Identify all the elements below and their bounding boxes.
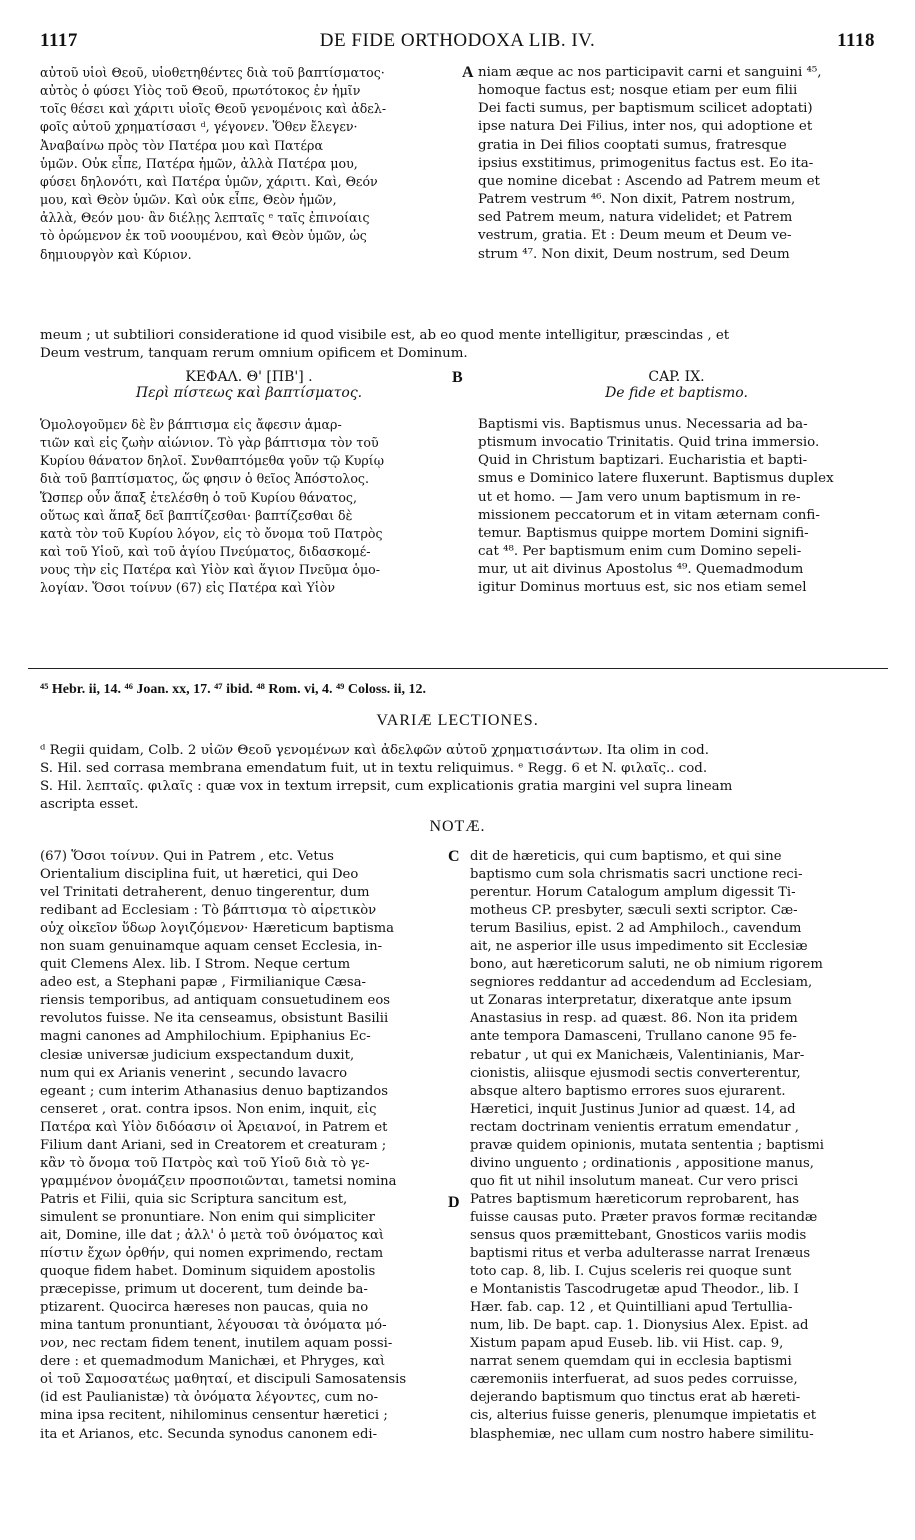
latin-text-line: vestrum, gratia. Et : Deum meum et Deum ve- xyxy=(478,228,792,244)
note-line: absque altero baptismo errores suos ejurarent. xyxy=(470,1083,786,1099)
greek-text-line: οὕτως καὶ ἅπαξ δεῖ βαπτίζεσθαι· βαπτίζεσθαι δὲ xyxy=(40,507,353,523)
greek-text-line: αὐτοῦ υἱοὶ Θεοῦ, υἱοθετηθέντες διὰ τοῦ βαπτίσματος· xyxy=(40,65,385,80)
note-line: Xistum papam apud Euseb. lib. vii Hist. cap. 9, xyxy=(470,1336,784,1352)
notae-heading: NOTÆ. xyxy=(429,818,486,835)
note-line: narrat senem quemdam qui in ecclesia baptismi xyxy=(470,1354,792,1370)
latin-text-line: temur. Baptismus quippe mortem Domini signifi- xyxy=(478,525,809,541)
note-line: Filium dant Ariani, sed in Creatorem et creaturam ; xyxy=(40,1137,387,1153)
running-title: DE FIDE ORTHODOXA LIB. IV. xyxy=(319,30,596,51)
note-line: segniores reddantur ad accedendum ad Ecclesiam, xyxy=(470,975,813,991)
note-line: κἂν τὸ ὄνομα τοῦ Πατρὸς καὶ τοῦ Υἱοῦ διὰ τὸ γε- xyxy=(40,1155,370,1171)
note-line: πίστιν ἔχων ὀρθήν, qui nomen exprimendo, rectam xyxy=(40,1246,384,1262)
variant-reading-line: ᵈ Regii quidam, Colb. 2 υἱῶν Θεοῦ γενομένων καὶ ἀδελφῶν αὐτοῦ χρηματισάντων. Ita olim in cod. xyxy=(40,743,709,758)
note-line: οὐχ οἰκεῖον ὕδωρ λογιζόμενον· Hæreticum baptisma xyxy=(40,921,394,937)
note-line: ut Zonaras interpretatur, dixeratque ante ipsum xyxy=(470,993,792,1009)
greek-text-line: Ὁμολογοῦμεν δὲ ἓν βάπτισμα εἰς ἄφεσιν ἁμαρ- xyxy=(40,417,342,432)
note-line: blasphemiæ, nec ullam cum nostro habere similitu- xyxy=(470,1426,814,1442)
latin-text-line: strum ⁴⁷. Non dixit, Deum nostrum, sed Deum xyxy=(478,246,790,262)
latin-text-line: niam æque ac nos participavit carni et sanguini ⁴⁵, xyxy=(478,65,822,80)
greek-text-line: Ἀναβαίνω πρὸς τὸν Πατέρα μου καὶ Πατέρα xyxy=(40,137,323,153)
note-line: (id est Paulianistæ) τὰ ὀνόματα λέγοντες, cum no- xyxy=(40,1390,379,1406)
greek-text-line: Ὥσπερ οὖν ἅπαξ ἐτελέσθη ὁ τοῦ Κυρίου θάνατος, xyxy=(40,489,357,505)
note-line: sensus quos præmittebant, Gnosticos variis modis xyxy=(470,1227,807,1243)
column-marker-a: A xyxy=(462,64,474,81)
note-line: toto cap. 8, lib. I. Cujus sceleris rei quoque sunt xyxy=(470,1264,792,1280)
chapter-heading-greek xyxy=(40,369,458,401)
note-line: cionistis, aliisque ejusmodi sectis converterentur, xyxy=(470,1065,801,1081)
greek-text-column-top xyxy=(40,64,458,264)
greek-text-line: φύσει δηλονότι, καὶ Πατέρα ὑμῶν, χάριτι. Καὶ, Θεόν xyxy=(40,173,378,189)
variae-lectiones-heading: VARIÆ LECTIONES. xyxy=(376,712,539,729)
greek-text-line: ὑμῶν. Οὐκ εἶπε, Πατέρα ἡμῶν, ἀλλὰ Πατέρα μου, xyxy=(40,155,358,171)
greek-text-line: δημιουργὸν καὶ Κύριον. xyxy=(40,246,192,262)
column-marker-c: C xyxy=(448,848,460,865)
latin-text-line: meum ; ut subtiliori consideratione id quod visibile est, ab eo quod mente intelligitur, præscindas , et xyxy=(40,328,730,343)
note-line: motheus CP. presbyter, sæculi sexti scriptor. Cæ- xyxy=(470,903,798,919)
greek-text-line: διὰ τοῦ βαπτίσματος, ὥς φησιν ὁ θεῖος Ἀπόστολος. xyxy=(40,471,369,487)
latin-text-line: ut et homo. — Jam vero unum baptismum in re- xyxy=(478,489,801,505)
note-line: censeret , orat. contra ipsos. Non enim, inquit, εἰς xyxy=(40,1101,377,1117)
latin-text-line: homoque factus est; nosque etiam per eum filii xyxy=(478,83,798,99)
note-line: e Montanistis Tascodrugetæ apud Theodor., lib. I xyxy=(470,1282,799,1298)
note-line: Πατέρα καὶ Υἱὸν διδόασιν οἱ Ἀρειανοί, in Patrem et xyxy=(40,1119,388,1135)
note-line: rectam doctrinam venientis erratum emendatur , xyxy=(470,1119,799,1135)
note-line: cæremoniis interfuerat, ad suos pedes corruisse, xyxy=(470,1372,798,1388)
note-line: magni canones ad Amphilochium. Epiphanius Ec- xyxy=(40,1029,371,1045)
note-line: νον, nec rectam fidem tenent, inutilem aquam possi- xyxy=(40,1336,393,1352)
variant-reading-line: S. Hil. λεπταῖς. φιλαῖς : quæ vox in textum irrepsit, cum explicationis gratia margini vel supra lineam xyxy=(40,779,733,795)
note-line: clesiæ universæ judicium exspectandum duxit, xyxy=(40,1047,355,1063)
note-line: non suam genuinamque aquam censet Ecclesia, in- xyxy=(40,939,383,955)
note-line: Patris et Filii, quia sic Scriptura sancitum est, xyxy=(40,1191,348,1207)
note-line: mina tantum pronuntiant, λέγουσαι τὰ ὀνόματα μό- xyxy=(40,1318,387,1334)
note-line: Hæretici, inquit Justinus Junior ad quæst. 14, ad xyxy=(470,1101,796,1117)
latin-text-line: ipsius exstitimus, primogenitus factus est. Eo ita- xyxy=(478,155,814,171)
note-line: revolutos fuisse. Ne ita censeamus, obsistunt Basilii xyxy=(40,1011,389,1027)
latin-text-line: ptismum invocatio Trinitatis. Quid trina immersio. xyxy=(478,435,820,451)
chapter-number-latin: CAP. IX. xyxy=(648,369,705,385)
page-number-right: 1118 xyxy=(837,30,875,51)
latin-text-line: que nomine dicebat : Ascendo ad Patrem meum et xyxy=(478,173,820,189)
latin-text-line: cat ⁴⁸. Per baptismum enim cum Domino sepeli- xyxy=(478,544,802,560)
latin-text-line: Deum vestrum, tanquam rerum omnium opificem et Dominum. xyxy=(40,346,468,362)
variant-reading-line: S. Hil. sed corrasa membrana emendatum fuit, ut in textu reliquimus. ᵉ Regg. 6 et N. φιλαῖς.. cod. xyxy=(40,761,708,777)
chapter-heading-latin xyxy=(478,369,875,401)
note-line: Patres baptismum hæreticorum reprobarent, has xyxy=(470,1191,800,1207)
note-line: redibant ad Ecclesiam : Τὸ βάπτισμα τὸ αἱρετικὸν xyxy=(40,903,377,919)
latin-text-line: mur, ut ait divinus Apostolus ⁴⁹. Quemadmodum xyxy=(478,562,804,578)
note-line: præcepisse, primum ut docerent, tum deinde ba- xyxy=(40,1282,368,1298)
note-line: num qui ex Arianis venerint , secundo lavacro xyxy=(40,1065,348,1081)
note-line: num, lib. De bapt. cap. 1. Dionysius Alex. Epist. ad xyxy=(470,1318,809,1334)
note-line: dit de hæreticis, qui cum baptismo, et qui sine xyxy=(470,849,782,864)
note-line: quit Clemens Alex. lib. I Strom. Neque certum xyxy=(40,957,351,973)
note-line: ait, Domine, ille dat ; ἀλλ' ὁ μετὰ τοῦ ὀνόματος καὶ xyxy=(40,1227,385,1243)
note-line: baptismo cum sola chrismatis sacri unctione reci- xyxy=(470,867,803,883)
greek-text-column-chapter xyxy=(40,416,458,598)
latin-text-line: Baptismi vis. Baptismus unus. Necessaria ad ba- xyxy=(478,417,808,432)
note-line: γραμμένον ὀνομάζειν προσποιῶνται, tametsi nomina xyxy=(40,1173,397,1189)
chapter-title-latin: De fide et baptismo. xyxy=(605,385,748,401)
greek-text-line: τὸ ὁρώμενον ἐκ τοῦ νοουμένου, καὶ Θεὸν ὑμῶν, ὡς xyxy=(40,228,367,244)
latin-text-line: smus e Dominico latere fluxerunt. Baptismus duplex xyxy=(478,471,834,487)
note-line: fuisse causas puto. Præter pravos formæ recitandæ xyxy=(470,1209,818,1225)
footnote-divider xyxy=(28,668,888,669)
notes-column-left xyxy=(40,848,454,1444)
greek-text-line: λογίαν. Ὅσοι τοίνυν (67) εἰς Πατέρα καὶ Υἱὸν xyxy=(40,580,335,596)
note-line: (67) Ὅσοι τοίνυν. Qui in Patrem , etc. Vetus xyxy=(40,849,334,864)
latin-text-line: Patrem vestrum ⁴⁶. Non dixit, Patrem nostrum, xyxy=(478,192,796,208)
full-width-text xyxy=(40,327,875,363)
latin-text-line: gratia in Dei filios cooptati sumus, fratresque xyxy=(478,137,787,153)
greek-text-line: νους τὴν εἰς Πατέρα καὶ Υἱὸν καὶ ἅγιον Πνεῦμα ὁμο- xyxy=(40,562,380,578)
notes-column-right xyxy=(470,848,875,1444)
note-line: terum Basilius, epist. 2 ad Amphiloch., cavendum xyxy=(470,921,802,937)
chapter-title-greek: Περὶ πίστεως καὶ βαπτίσματος. xyxy=(135,385,363,401)
latin-text-line: Quid in Christum baptizari. Eucharistia et bapti- xyxy=(478,453,808,469)
note-line: perentur. Horum Catalogum amplum digessit Ti- xyxy=(470,885,796,901)
note-line: οἱ τοῦ Σαμοσατέως μαθηταί, et discipuli Samosatensis xyxy=(40,1372,407,1388)
note-line: riensis temporibus, ad antiquam consuetudinem eos xyxy=(40,993,391,1009)
note-line: Orientalium disciplina fuit, ut hæretici, qui Deo xyxy=(40,867,359,883)
greek-text-line: Κυρίου θάνατον δηλοῖ. Συνθαπτόμεθα γοῦν τῷ Κυρίῳ xyxy=(40,453,385,469)
variae-lectiones-text xyxy=(40,742,875,815)
running-header xyxy=(0,30,915,58)
greek-text-line: κατὰ τὸν τοῦ Κυρίου λόγον, εἰς τὸ ὄνομα τοῦ Πατρὸς xyxy=(40,525,383,541)
note-line: cis, alterius fuisse generis, plenumque impietatis et xyxy=(470,1408,817,1424)
note-line: dejerando baptismum quo tinctus erat ab hæreti- xyxy=(470,1390,801,1406)
latin-text-column-chapter xyxy=(478,416,875,598)
latin-text-line: Dei facti sumus, per baptismum scilicet adoptati) xyxy=(478,101,813,117)
greek-text-line: ἀλλὰ, Θεόν μου· ἂν διέλῃς λεπταῖς ᵉ ταῖς ἐπινοίαις xyxy=(40,210,370,226)
note-line: vel Trinitati detraherent, denuo tingerentur, dum xyxy=(40,885,370,901)
note-line: ptizarent. Quocirca hæreses non paucas, quia no xyxy=(40,1300,369,1316)
chapter-number-greek: ΚΕΦΑΛ. Θ' [ΠΒ'] . xyxy=(185,369,313,385)
note-line: Anastasius in resp. ad quæst. 86. Non ita pridem xyxy=(470,1011,798,1027)
note-line: quo fit ut nihil insolutum maneat. Cur vero prisci xyxy=(470,1173,799,1189)
latin-text-line: sed Patrem meum, natura videlidet; et Patrem xyxy=(478,210,793,226)
note-line: dere : et quemadmodum Manichæi, et Phryges, καὶ xyxy=(40,1354,386,1370)
scripture-footnotes: ⁴⁵ Hebr. ii, 14. ⁴⁶ Joan. xx, 17. ⁴⁷ ibid. ⁴⁸ Rom. vi, 4. ⁴⁹ Coloss. ii, 12. xyxy=(40,682,427,697)
note-line: divino unguento ; ordinationis , appositione manus, xyxy=(470,1155,814,1171)
note-line: adeo est, a Stephani papæ , Firmilianique Cæsa- xyxy=(40,975,367,991)
note-line: ait, ne asperior ille usus impedimento sit Ecclesiæ xyxy=(470,939,808,955)
note-line: quoque fidem habet. Dominum siquidem apostolis xyxy=(40,1264,376,1280)
note-line: egeant ; cum interim Athanasius denuo baptizandos xyxy=(40,1083,388,1099)
note-line: simulent se pronuntiare. Non enim qui simpliciter xyxy=(40,1209,375,1225)
note-line: ante tempora Damasceni, Trullano canone 95 fe- xyxy=(470,1029,797,1045)
greek-text-line: αὐτὸς ὁ φύσει Υἱὸς τοῦ Θεοῦ, πρωτότοκος ἐν ἡμῖν xyxy=(40,83,361,99)
greek-text-line: τοῖς θέσει καὶ χάριτι υἱοῖς Θεοῦ γενομένοις καὶ ἀδελ- xyxy=(40,101,387,117)
greek-text-line: καὶ τοῦ Υἱοῦ, καὶ τοῦ ἁγίου Πνεύματος, διδασκομέ- xyxy=(40,544,371,560)
note-line: ita et Arianos, etc. Secunda synodus canonem edi- xyxy=(40,1426,378,1442)
latin-text-line: igitur Dominus mortuus est, sic nos etiam semel xyxy=(478,580,807,596)
latin-text-column-top xyxy=(478,64,875,264)
note-line: mina ipsa recitent, nihilominus censentur hæretici ; xyxy=(40,1408,388,1424)
variant-reading-line: ascripta esset. xyxy=(40,797,139,813)
note-line: Hær. fab. cap. 12 , et Quintilliani apud Tertullia- xyxy=(470,1300,793,1316)
note-line: baptismi ritus et verba adulterasse narrat Irenæus xyxy=(470,1246,811,1262)
greek-text-line: τιῶν καὶ εἰς ζωὴν αἰώνιον. Τὸ γὰρ βάπτισμα τὸν τοῦ xyxy=(40,435,379,451)
greek-text-line: φοῖς αὐτοῦ χρηματίσασι ᵈ, γέγονεν. Ὅθεν ἔλεγεν· xyxy=(40,119,358,135)
column-marker-b: B xyxy=(452,369,463,386)
column-marker-d: D xyxy=(448,1194,460,1211)
latin-text-line: ipse natura Dei Filius, inter nos, qui adoptione et xyxy=(478,119,813,135)
page-number-left: 1117 xyxy=(40,30,78,51)
latin-text-line: missionem peccatorum et in vitam æternam confi- xyxy=(478,507,820,523)
note-line: rebatur , ut qui ex Manichæis, Valentinianis, Mar- xyxy=(470,1047,805,1063)
note-line: pravæ quidem opinionis, mutata sententia ; baptismi xyxy=(470,1137,824,1153)
greek-text-line: μου, καὶ Θεὸν ὑμῶν. Καὶ οὐκ εἶπε, Θεὸν ἡμῶν, xyxy=(40,192,337,208)
note-line: bono, aut hæreticorum saluti, ne ob nimium rigorem xyxy=(470,957,823,973)
